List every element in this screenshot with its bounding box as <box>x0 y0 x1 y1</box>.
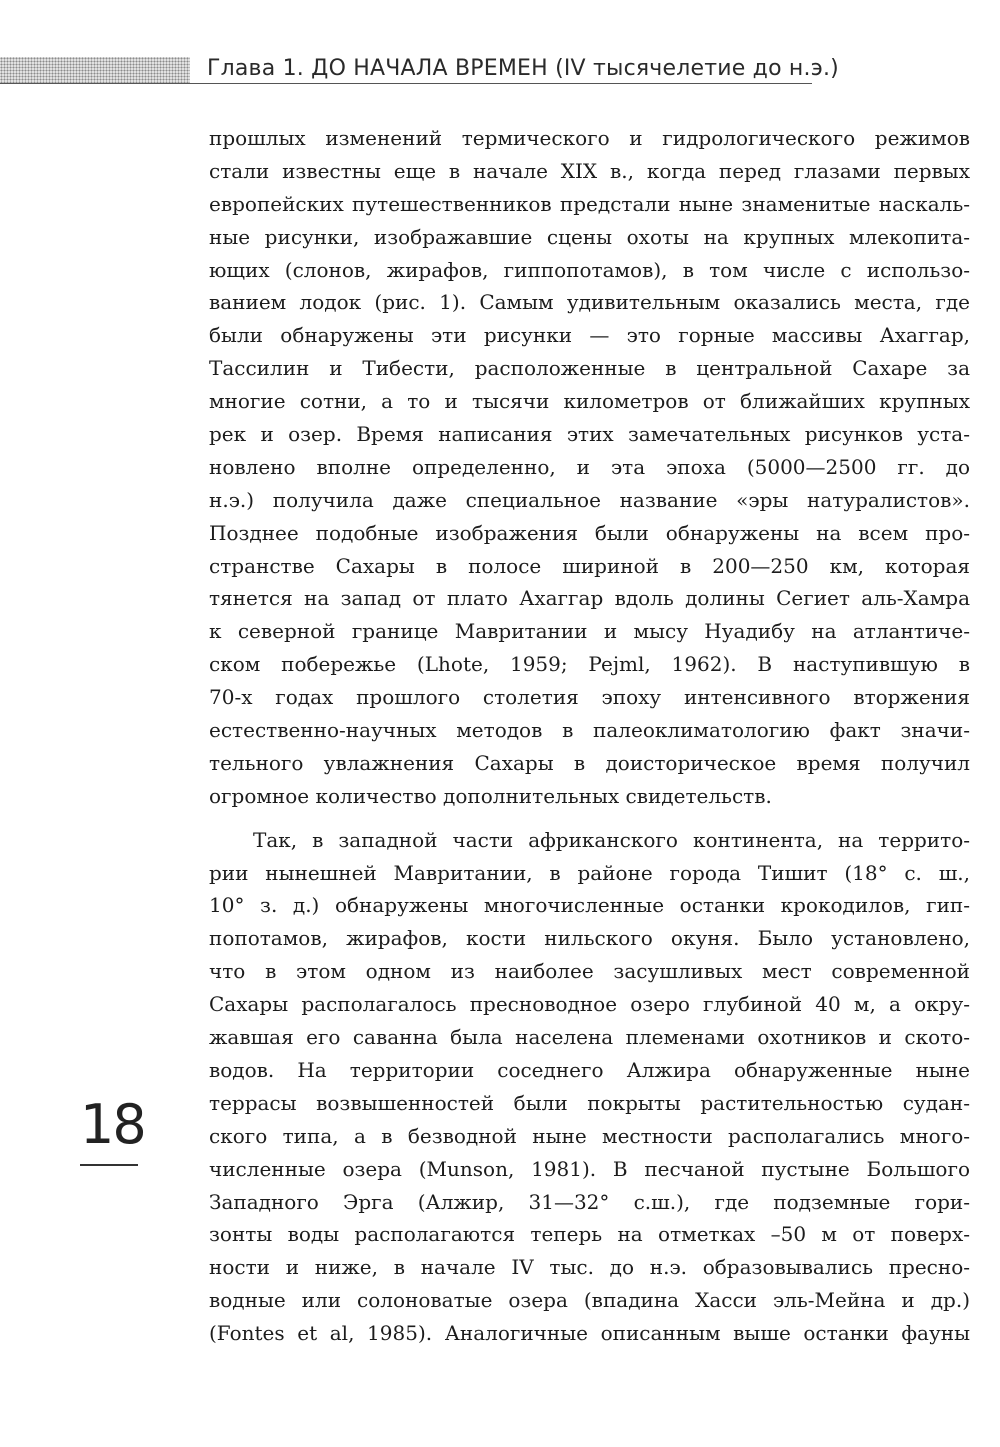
text-line: европейских путешественников предстали ныне знаменитые наскаль- <box>209 191 970 216</box>
text-line: 70-х годах прошлого столетия эпоху интенсивного вторжения <box>209 685 970 710</box>
body-text <box>209 122 970 1350</box>
text-line: ющих (слонов, жирафов, гиппопотамов), в том числе с использо- <box>209 257 970 282</box>
text-line: тянется на запад от плато Ахаггар вдоль долины Сегиет аль-Хамра <box>209 586 970 611</box>
text-line: рии нынешней Мавритании, в районе города Тишит (18° с. ш., <box>209 860 970 885</box>
text-line: прошлых изменений термического и гидрологического режимов <box>209 126 970 150</box>
text-line: террасы возвышенностей были покрыты растительностью судан- <box>209 1090 970 1115</box>
text-line: ванием лодок (рис. 1). Самым удивительным оказались места, где <box>209 290 970 315</box>
text-line: огромное количество дополнительных свидетельств. <box>209 783 772 808</box>
text-line: Западного Эрга (Алжир, 31—32° с.ш.), где подземные гори- <box>209 1189 970 1214</box>
text-line: Сахары располагалось пресноводное озеро глубиной 40 м, а окру- <box>209 992 970 1017</box>
paragraph-1 <box>209 122 970 813</box>
text-line: 10° з. д.) обнаружены многочисленные останки крокодилов, гип- <box>209 893 970 918</box>
text-line: были обнаружены эти рисунки — это горные массивы Ахаггар, <box>209 323 970 348</box>
text-line: естественно-научных методов в палеоклиматологию факт значи- <box>209 718 970 743</box>
text-line: стали известны еще в начале XIX в., когда перед глазами первых <box>209 158 970 183</box>
running-head: Глава 1. ДО НАЧАЛА ВРЕМЕН (IV тысячелетие до н.э.) <box>207 56 839 81</box>
text-line: ского типа, а в безводной ныне местности располагались много- <box>209 1123 970 1148</box>
header-dotted-bar <box>0 57 190 83</box>
text-line: Тассилин и Тибести, расположенные в центральной Сахаре за <box>209 356 970 381</box>
text-line: зонты воды располагаются теперь на отметках –50 м от поверх- <box>209 1222 970 1247</box>
text-line: тельного увлажнения Сахары в доисторическое время получил <box>209 750 970 775</box>
text-line: численные озера (Munson, 1981). В песчаной пустыне Большого <box>209 1156 970 1181</box>
text-line: многие сотни, а то и тысячи километров от ближайших крупных <box>209 389 970 414</box>
text-line: ные рисунки, изображавшие сцены охоты на крупных млекопита- <box>209 224 970 249</box>
text-line: н.э.) получила даже специальное название «эры натуралистов». <box>209 487 970 512</box>
paragraph-2 <box>209 824 970 1350</box>
text-line: попотамов, жирафов, кости нильского окуня. Было установлено, <box>209 926 970 951</box>
text-line: что в этом одном из наиболее засушливых мест современной <box>209 959 970 984</box>
text-line: ности и ниже, в начале IV тыс. до н.э. образовывались пресно- <box>209 1255 970 1280</box>
text-line: водные или солоноватые озера (впадина Хасси эль-Мейна и др.) <box>209 1288 970 1313</box>
text-line: странстве Сахары в полосе шириной в 200—250 км, которая <box>209 553 970 578</box>
header-rule <box>0 83 812 84</box>
page-number: 18 <box>80 1093 145 1156</box>
text-line: жавшая его саванна была населена племенами охотников и ското- <box>209 1025 970 1050</box>
text-line: водов. На территории соседнего Алжира обнаруженные ныне <box>209 1057 970 1082</box>
page-number-rule <box>80 1164 138 1166</box>
text-line: ском побережье (Lhote, 1959; Pejml, 1962). В наступившую в <box>209 652 970 677</box>
text-line: Позднее подобные изображения были обнаружены на всем про- <box>209 520 970 545</box>
text-line: новлено вполне определенно, и эта эпоха (5000—2500 гг. до <box>209 454 970 479</box>
text-line: рек и озер. Время написания этих замечательных рисунков уста- <box>209 422 970 447</box>
text-line: к северной границе Мавритании и мысу Нуадибу на атлантиче- <box>209 619 970 644</box>
text-line: (Fontes et al, 1985). Аналогичные описанным выше останки фауны <box>209 1321 970 1346</box>
text-line: Так, в западной части африканского континента, на террито- <box>253 827 970 852</box>
